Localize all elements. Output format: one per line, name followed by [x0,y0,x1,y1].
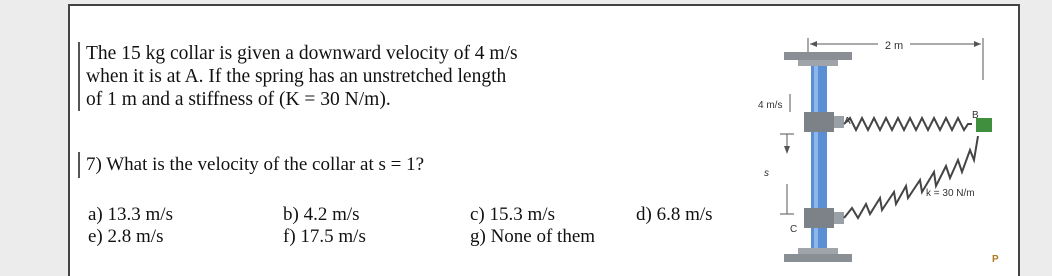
option-b[interactable]: b) 4.2 m/s [283,204,360,225]
collar-at-a [804,112,834,132]
s-label: s [764,168,769,179]
collar-at-c [804,208,834,228]
problem-line-2: when it is at A. If the spring has an unstretched length [86,66,507,87]
problem-line-1: The 15 kg collar is given a downward velocity of 4 m/s [86,43,518,64]
option-c[interactable]: c) 15.3 m/s [470,204,555,225]
dim-arrow-right [974,41,981,47]
spring-diagonal [844,136,978,218]
top-support-block [798,60,838,66]
problem-line-3: of 1 m and a stiffness of (K = 30 N/m). [86,89,391,110]
stiffness-label: k = 30 N/m [926,188,975,199]
point-c-label: C [790,224,798,235]
option-a[interactable]: a) 13.3 m/s [88,204,173,225]
point-p-label: P [992,254,999,265]
option-e[interactable]: e) 2.8 m/s [88,226,164,247]
question-text: 7) What is the velocity of the collar at s = 1? [78,152,686,178]
bottom-support-block [798,248,838,254]
spring-horizontal [844,118,972,130]
velocity-label: 4 m/s [758,100,783,111]
collar-spring-figure [740,0,1040,276]
point-a-label: A [844,116,851,127]
bottom-support-plate [784,254,852,262]
dim-arrow-left [810,41,817,47]
point-b-label: B [972,110,979,121]
top-support-plate [784,52,852,60]
collar-lug-c [834,212,844,224]
option-g[interactable]: g) None of them [470,226,596,247]
problem-statement [78,42,686,111]
collar-lug-a [834,116,844,128]
option-d[interactable]: d) 6.8 m/s [636,204,713,225]
s-arrow-head [784,146,790,154]
option-f[interactable]: f) 17.5 m/s [283,226,366,247]
dim-label: 2 m [884,40,904,52]
